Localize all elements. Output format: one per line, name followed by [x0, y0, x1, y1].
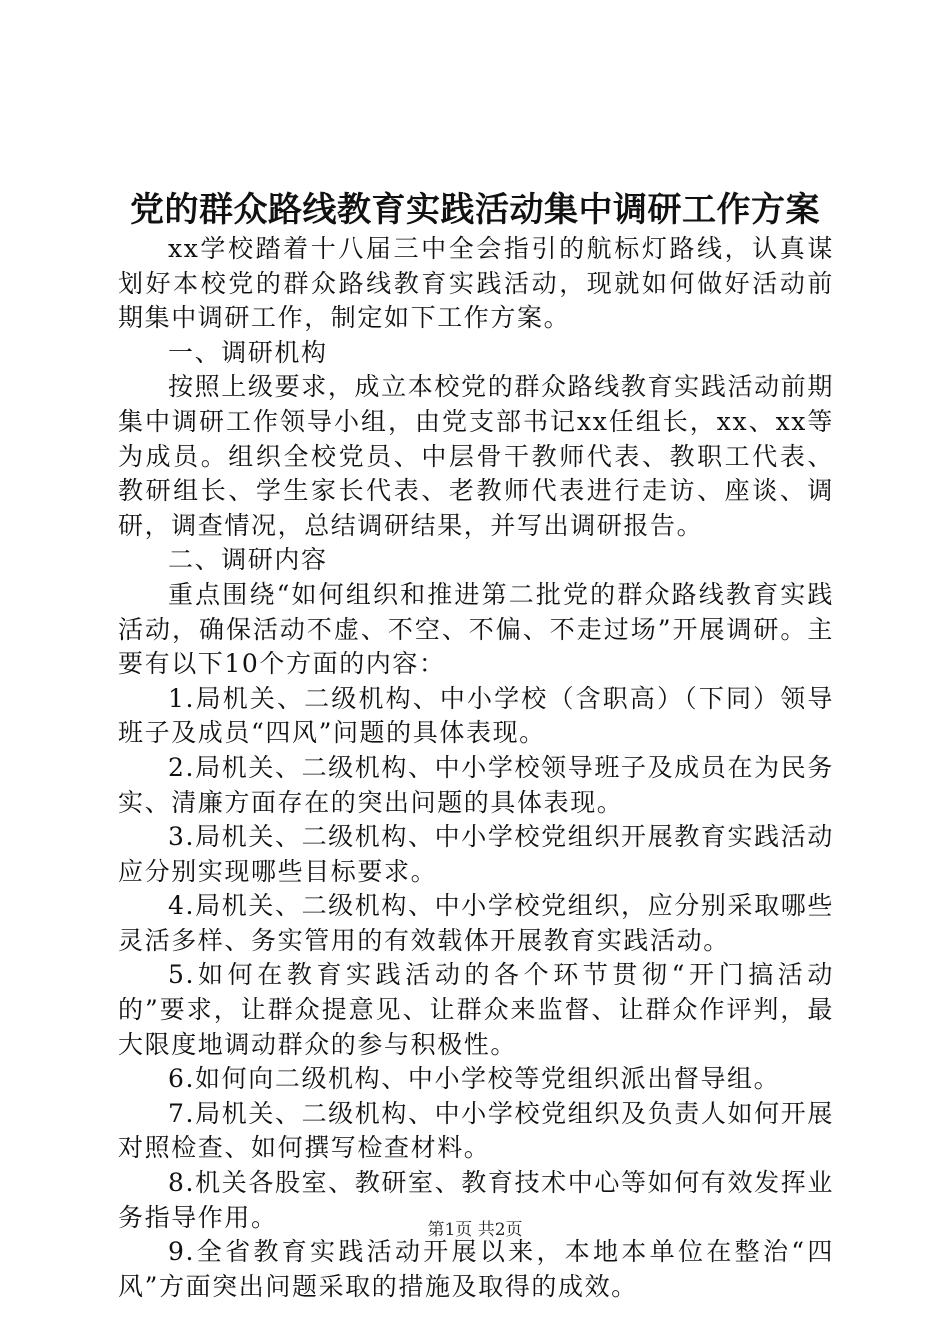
intro-paragraph: xx学校踏着十八届三中全会指引的航标灯路线，认真谋划好本校党的群众路线教育实践活动，现就如何做好活动前期集中调研工作，制定如下工作方案。 [118, 234, 834, 333]
list-item: 7.局机关、二级机构、中小学校党组织及负责人如何开展对照检查、如何撰写检查材料。 [118, 1098, 834, 1163]
list-item: 5.如何在教育实践活动的各个环节贯彻“开门搞活动的”要求，让群众提意见、让群众来监督、让群众作评判，最大限度地调动群众的参与积极性。 [118, 960, 834, 1059]
list-item: 6.如何向二级机构、中小学校等党组织派出督导组。 [168, 1064, 781, 1094]
document-title: 党的群众路线教育实践活动集中调研工作方案 [130, 190, 820, 230]
list-item: 8.机关各股室、教研室、教育技术中心等如何有效发挥业务指导作用。 [118, 1168, 834, 1232]
section-heading-organization: 一、调研机构 [168, 337, 328, 367]
page-number-footer: 第1页 共2页 [427, 1220, 523, 1240]
list-item: 9.全省教育实践活动开展以来，本地本单位在整治“四风”方面突出问题采取的措施及取得的成效。 [118, 1237, 834, 1301]
section-organization-body: 按照上级要求，成立本校党的群众路线教育实践活动前期集中调研工作领导小组，由党支部书记xx任组长，xx、xx等为成员。组织全校党员、中层骨干教师代表、教职工代表、教研组长、学生家长代表、老教师代表进行走访、座谈、调研，调查情况，总结调研结果，并写出调研报告。 [118, 372, 834, 540]
section-heading-content: 二、调研内容 [168, 545, 328, 575]
section-content-body: 重点围绕“如何组织和推进第二批党的群众路线教育实践活动，确保活动不虚、不空、不偏、不走过场”开展调研。主要有以下10个方面的内容： [118, 579, 834, 679]
list-item: 3.局机关、二级机构、中小学校党组织开展教育实践活动应分别实现哪些目标要求。 [118, 822, 834, 886]
list-item: 1.局机关、二级机构、中小学校（含职高）（下同）领导班子及成员“四风”问题的具体表现。 [118, 683, 834, 748]
list-item: 2.局机关、二级机构、中小学校领导班子及成员在为民务实、清廉方面存在的突出问题的具体表现。 [118, 752, 834, 817]
document-body [118, 232, 834, 1304]
list-item: 4.局机关、二级机构、中小学校党组织，应分别采取哪些灵活多样、务实管用的有效载体开展教育实践活动。 [118, 891, 834, 955]
